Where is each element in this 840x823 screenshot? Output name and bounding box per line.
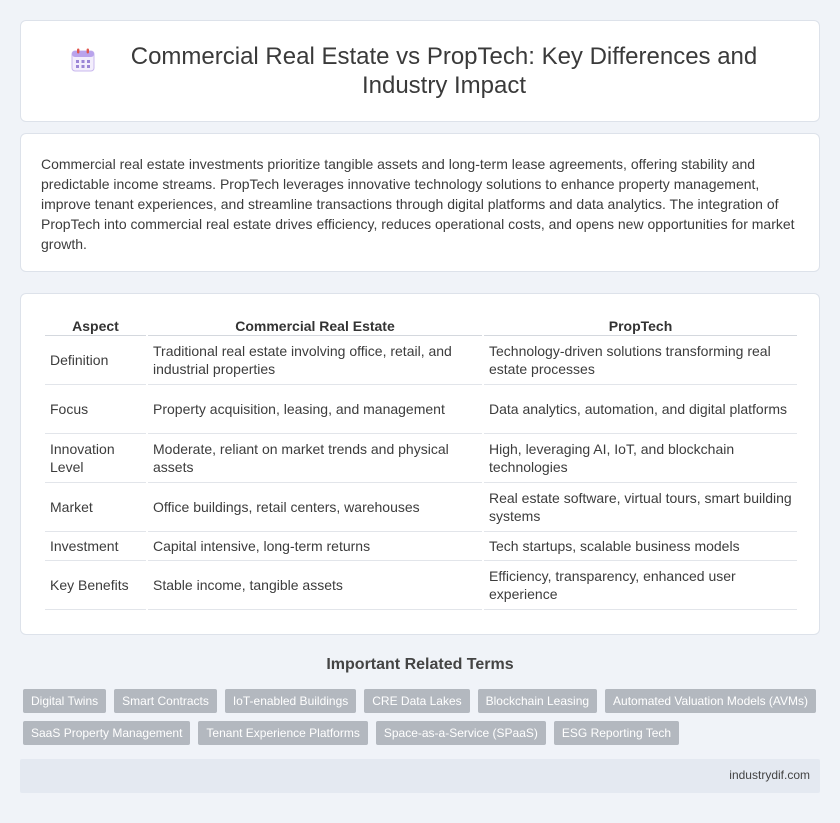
table-row <box>45 483 797 532</box>
title-card <box>20 20 820 122</box>
tag-cre-data-lakes[interactable]: CRE Data Lakes <box>364 689 469 713</box>
tag-saas-property-management[interactable]: SaaS Property Management <box>23 721 190 745</box>
tag-iot-enabled-buildings[interactable]: IoT-enabled Buildings <box>225 689 356 713</box>
row-aspect: Investment <box>45 532 146 561</box>
row-proptech: Real estate software, virtual tours, smart building systems <box>484 483 797 532</box>
row-proptech: Tech startups, scalable business models <box>484 532 797 561</box>
row-proptech: Technology-driven solutions transforming real estate processes <box>484 336 797 385</box>
table-row <box>45 561 797 610</box>
comparison-card <box>20 293 820 635</box>
row-cre: Property acquisition, leasing, and management <box>148 385 482 434</box>
tag-row-1 <box>23 689 813 713</box>
related-terms-heading: Important Related Terms <box>326 656 514 673</box>
tag-tenant-experience-platforms[interactable]: Tenant Experience Platforms <box>198 721 367 745</box>
tag-smart-contracts[interactable]: Smart Contracts <box>114 689 217 713</box>
page-title: Commercial Real Estate vs PropTech: Key Differences and Industry Impact <box>130 43 758 99</box>
row-proptech: Efficiency, transparency, enhanced user experience <box>484 561 797 610</box>
table-row <box>45 434 797 483</box>
row-aspect: Key Benefits <box>45 561 146 610</box>
tag-automated-valuation-models[interactable]: Automated Valuation Models (AVMs) <box>605 689 816 713</box>
tag-row-2 <box>23 721 813 745</box>
row-cre: Capital intensive, long-term returns <box>148 532 482 561</box>
row-aspect: Definition <box>45 336 146 385</box>
footer-site-link[interactable]: industrydif.com <box>729 768 810 782</box>
intro-paragraph: Commercial real estate investments prioritize tangible assets and long-term lease agreements, offering stability and predictable income streams. PropTech leverages innovative technology solutions to enhance property management, improve tenant experiences, and streamline transactions through digital platforms and data analytics. The integration of PropTech into commercial real estate drives efficiency, reduces operational costs, and opens new opportunities for market growth. <box>41 156 795 252</box>
title-wrap <box>70 42 770 100</box>
tag-esg-reporting-tech[interactable]: ESG Reporting Tech <box>554 721 679 745</box>
footer <box>20 759 820 793</box>
tag-space-as-a-service[interactable]: Space-as-a-Service (SPaaS) <box>376 721 546 745</box>
row-cre: Moderate, reliant on market trends and physical assets <box>148 434 482 483</box>
tag-digital-twins[interactable]: Digital Twins <box>23 689 106 713</box>
related-terms-tags <box>23 689 813 753</box>
tag-blockchain-leasing[interactable]: Blockchain Leasing <box>478 689 597 713</box>
row-aspect: Market <box>45 483 146 532</box>
row-aspect: Focus <box>45 385 146 434</box>
row-cre: Traditional real estate involving office, retail, and industrial properties <box>148 336 482 385</box>
header-commercial-real-estate: Commercial Real Estate <box>148 314 482 336</box>
header-proptech: PropTech <box>484 314 797 336</box>
comparison-table <box>43 314 799 610</box>
intro-card <box>20 133 820 272</box>
table-row <box>45 385 797 434</box>
header-aspect: Aspect <box>45 314 146 336</box>
calendar-icon <box>70 47 96 73</box>
row-aspect: Innovation Level <box>45 434 146 483</box>
row-cre: Stable income, tangible assets <box>148 561 482 610</box>
row-proptech: Data analytics, automation, and digital platforms <box>484 385 797 434</box>
table-header-row <box>45 314 797 336</box>
row-cre: Office buildings, retail centers, warehouses <box>148 483 482 532</box>
table-row <box>45 532 797 561</box>
row-proptech: High, leveraging AI, IoT, and blockchain technologies <box>484 434 797 483</box>
table-row <box>45 336 797 385</box>
